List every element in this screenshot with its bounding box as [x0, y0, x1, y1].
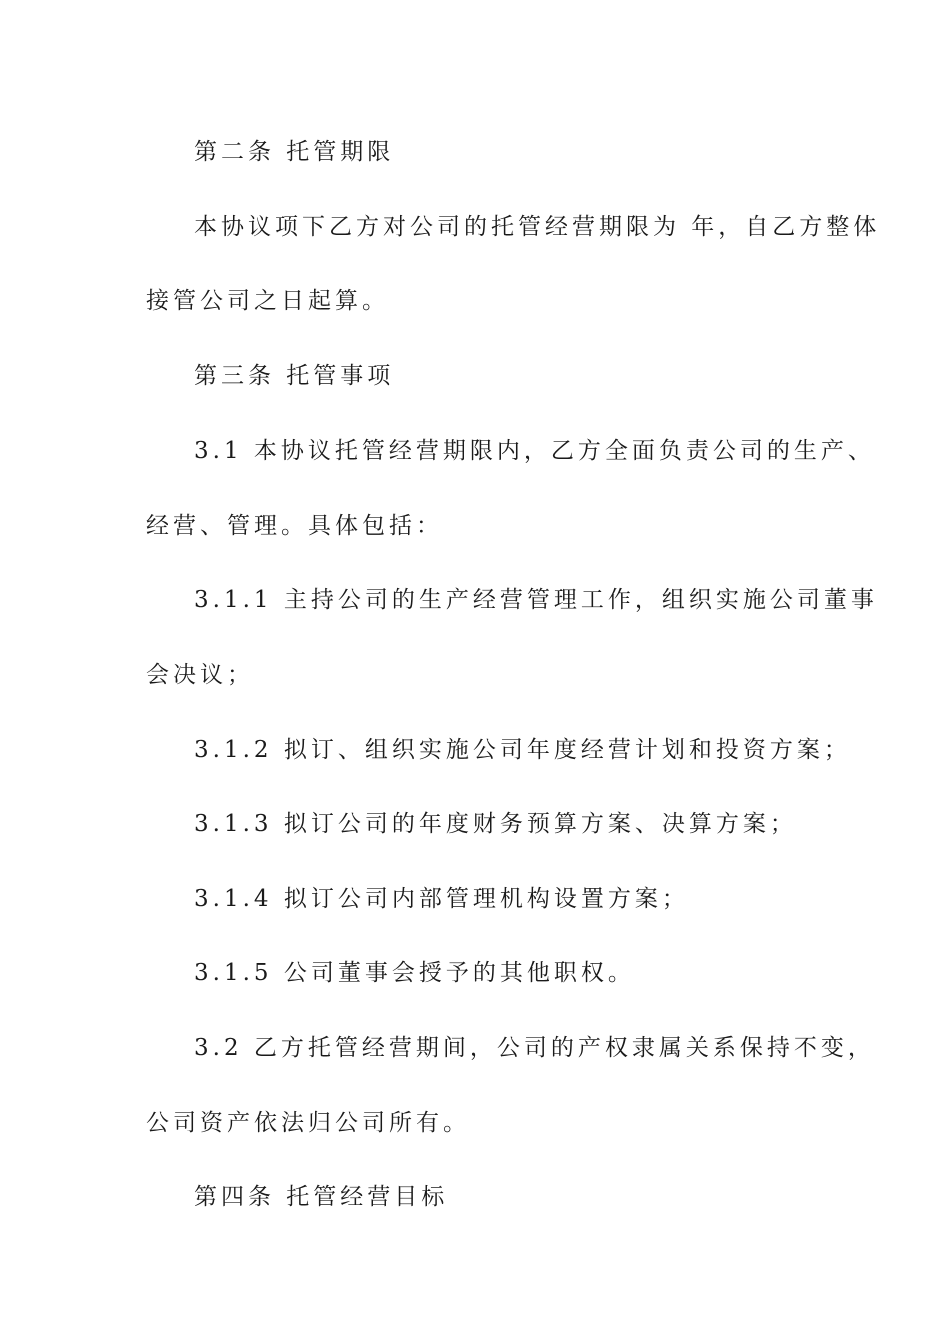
clause-3-2-line-1: 3.2 乙方托管经营期间，公司的产权隶属关系保持不变，: [194, 1035, 875, 1061]
article-2-heading: 第二条 托管期限: [194, 139, 395, 165]
clause-3-1-5: 3.1.5 公司董事会授予的其他职权。: [194, 960, 635, 986]
clause-3-2-line-2: 公司资产依法归公司所有。: [146, 1110, 470, 1136]
article-3-heading: 第三条 托管事项: [194, 363, 395, 389]
clause-3-1-1-line-2: 会决议；: [146, 662, 254, 688]
clause-3-1-line-2: 经营、管理。具体包括：: [146, 513, 443, 539]
clause-3-1-1-line-1: 3.1.1 主持公司的生产经营管理工作，组织实施公司董事: [194, 587, 878, 613]
article-2-body-line-1: 本协议项下乙方对公司的托管经营期限为 年，自乙方整体: [194, 214, 881, 240]
clause-3-1-2: 3.1.2 拟订、组织实施公司年度经营计划和投资方案；: [194, 737, 851, 763]
article-4-heading: 第四条 托管经营目标: [194, 1184, 449, 1210]
article-2-body-line-2: 接管公司之日起算。: [146, 288, 389, 314]
clause-3-1-line-1: 3.1 本协议托管经营期限内，乙方全面负责公司的生产、: [194, 438, 875, 464]
clause-3-1-4: 3.1.4 拟订公司内部管理机构设置方案；: [194, 886, 689, 912]
clause-3-1-3: 3.1.3 拟订公司的年度财务预算方案、决算方案；: [194, 811, 797, 837]
